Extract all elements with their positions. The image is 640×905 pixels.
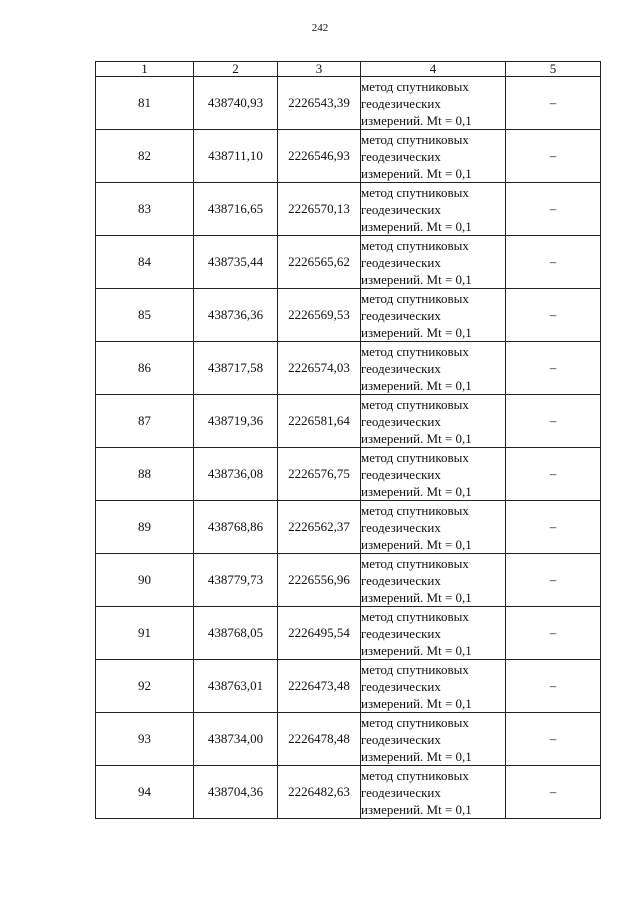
page-number: 242 <box>311 22 329 34</box>
method-cell <box>361 395 506 448</box>
method-cell <box>361 660 506 713</box>
method-line: метод спутниковых <box>361 502 469 518</box>
note-cell: – <box>506 660 601 713</box>
method-line: измерений. Mt = 0,1 <box>361 695 472 711</box>
method-line: геодезических <box>361 95 441 111</box>
method-line: измерений. Mt = 0,1 <box>361 642 472 658</box>
y-coordinate-cell: 2226569,53 <box>278 289 361 342</box>
point-number-cell: 93 <box>96 713 194 766</box>
note-cell: – <box>506 130 601 183</box>
method-line: геодезических <box>361 572 441 588</box>
x-coordinate-cell: 438716,65 <box>194 183 278 236</box>
y-coordinate-cell: 2226473,48 <box>278 660 361 713</box>
y-coordinate-cell: 2226574,03 <box>278 342 361 395</box>
column-header-4: 4 <box>361 62 506 77</box>
y-coordinate-cell: 2226478,48 <box>278 713 361 766</box>
x-coordinate-cell: 438740,93 <box>194 77 278 130</box>
x-coordinate-cell: 438768,05 <box>194 607 278 660</box>
method-cell <box>361 501 506 554</box>
table-row <box>96 289 601 342</box>
method-line: метод спутниковых <box>361 555 469 571</box>
method-cell <box>361 766 506 819</box>
method-line: геодезических <box>361 413 441 429</box>
point-number-cell: 92 <box>96 660 194 713</box>
x-coordinate-cell: 438763,01 <box>194 660 278 713</box>
method-line: измерений. Mt = 0,1 <box>361 536 472 552</box>
table-row <box>96 183 601 236</box>
method-line: измерений. Mt = 0,1 <box>361 112 472 128</box>
method-line: измерений. Mt = 0,1 <box>361 589 472 605</box>
x-coordinate-cell: 438735,44 <box>194 236 278 289</box>
table-row <box>96 395 601 448</box>
note-cell: – <box>506 607 601 660</box>
note-cell: – <box>506 289 601 342</box>
note-cell: – <box>506 448 601 501</box>
table-header-row <box>96 62 601 77</box>
point-number-cell: 83 <box>96 183 194 236</box>
x-coordinate-cell: 438768,86 <box>194 501 278 554</box>
point-number-cell: 86 <box>96 342 194 395</box>
method-line: геодезических <box>361 148 441 164</box>
note-cell: – <box>506 395 601 448</box>
method-line: измерений. Mt = 0,1 <box>361 165 472 181</box>
method-line: измерений. Mt = 0,1 <box>361 801 472 817</box>
method-cell <box>361 607 506 660</box>
method-cell <box>361 289 506 342</box>
y-coordinate-cell: 2226565,62 <box>278 236 361 289</box>
y-coordinate-cell: 2226576,75 <box>278 448 361 501</box>
method-cell <box>361 554 506 607</box>
y-coordinate-cell: 2226482,63 <box>278 766 361 819</box>
point-number-cell: 90 <box>96 554 194 607</box>
table-row <box>96 342 601 395</box>
note-cell: – <box>506 766 601 819</box>
x-coordinate-cell: 438734,00 <box>194 713 278 766</box>
method-cell <box>361 713 506 766</box>
table-row <box>96 607 601 660</box>
column-header-5: 5 <box>506 62 601 77</box>
method-line: метод спутниковых <box>361 237 469 253</box>
method-line: метод спутниковых <box>361 767 469 783</box>
y-coordinate-cell: 2226581,64 <box>278 395 361 448</box>
method-line: измерений. Mt = 0,1 <box>361 377 472 393</box>
y-coordinate-cell: 2226570,13 <box>278 183 361 236</box>
x-coordinate-cell: 438711,10 <box>194 130 278 183</box>
table-row <box>96 77 601 130</box>
method-line: метод спутниковых <box>361 608 469 624</box>
table-row <box>96 501 601 554</box>
method-line: метод спутниковых <box>361 396 469 412</box>
method-line: измерений. Mt = 0,1 <box>361 748 472 764</box>
note-cell: – <box>506 342 601 395</box>
method-cell <box>361 130 506 183</box>
method-line: геодезических <box>361 678 441 694</box>
method-line: геодезических <box>361 784 441 800</box>
method-line: измерений. Mt = 0,1 <box>361 430 472 446</box>
point-number-cell: 88 <box>96 448 194 501</box>
method-line: метод спутниковых <box>361 661 469 677</box>
point-number-cell: 87 <box>96 395 194 448</box>
note-cell: – <box>506 501 601 554</box>
point-number-cell: 91 <box>96 607 194 660</box>
method-line: геодезических <box>361 360 441 376</box>
point-number-cell: 81 <box>96 77 194 130</box>
x-coordinate-cell: 438719,36 <box>194 395 278 448</box>
x-coordinate-cell: 438717,58 <box>194 342 278 395</box>
y-coordinate-cell: 2226556,96 <box>278 554 361 607</box>
method-line: метод спутниковых <box>361 78 469 94</box>
method-line: измерений. Mt = 0,1 <box>361 324 472 340</box>
method-cell <box>361 77 506 130</box>
method-line: геодезических <box>361 307 441 323</box>
method-line: геодезических <box>361 201 441 217</box>
y-coordinate-cell: 2226495,54 <box>278 607 361 660</box>
table-row <box>96 130 601 183</box>
method-line: измерений. Mt = 0,1 <box>361 483 472 499</box>
method-line: метод спутниковых <box>361 343 469 359</box>
method-line: геодезических <box>361 625 441 641</box>
table-row <box>96 448 601 501</box>
method-cell <box>361 448 506 501</box>
note-cell: – <box>506 554 601 607</box>
point-number-cell: 84 <box>96 236 194 289</box>
note-cell: – <box>506 77 601 130</box>
table-row <box>96 766 601 819</box>
note-cell: – <box>506 183 601 236</box>
y-coordinate-cell: 2226543,39 <box>278 77 361 130</box>
method-line: метод спутниковых <box>361 290 469 306</box>
coordinates-table <box>95 61 601 819</box>
table-row <box>96 554 601 607</box>
method-line: геодезических <box>361 731 441 747</box>
x-coordinate-cell: 438736,36 <box>194 289 278 342</box>
x-coordinate-cell: 438704,36 <box>194 766 278 819</box>
x-coordinate-cell: 438779,73 <box>194 554 278 607</box>
point-number-cell: 94 <box>96 766 194 819</box>
column-header-3: 3 <box>278 62 361 77</box>
method-line: измерений. Mt = 0,1 <box>361 218 472 234</box>
table-row <box>96 236 601 289</box>
point-number-cell: 82 <box>96 130 194 183</box>
note-cell: – <box>506 713 601 766</box>
note-cell: – <box>506 236 601 289</box>
point-number-cell: 89 <box>96 501 194 554</box>
table-row <box>96 660 601 713</box>
method-line: метод спутниковых <box>361 449 469 465</box>
method-cell <box>361 236 506 289</box>
method-line: геодезических <box>361 466 441 482</box>
column-header-2: 2 <box>194 62 278 77</box>
column-header-1: 1 <box>96 62 194 77</box>
y-coordinate-cell: 2226562,37 <box>278 501 361 554</box>
method-line: метод спутниковых <box>361 131 469 147</box>
method-line: геодезических <box>361 254 441 270</box>
method-cell <box>361 342 506 395</box>
x-coordinate-cell: 438736,08 <box>194 448 278 501</box>
method-line: измерений. Mt = 0,1 <box>361 271 472 287</box>
method-line: геодезических <box>361 519 441 535</box>
table-row <box>96 713 601 766</box>
method-line: метод спутниковых <box>361 184 469 200</box>
method-line: метод спутниковых <box>361 714 469 730</box>
y-coordinate-cell: 2226546,93 <box>278 130 361 183</box>
method-cell <box>361 183 506 236</box>
point-number-cell: 85 <box>96 289 194 342</box>
